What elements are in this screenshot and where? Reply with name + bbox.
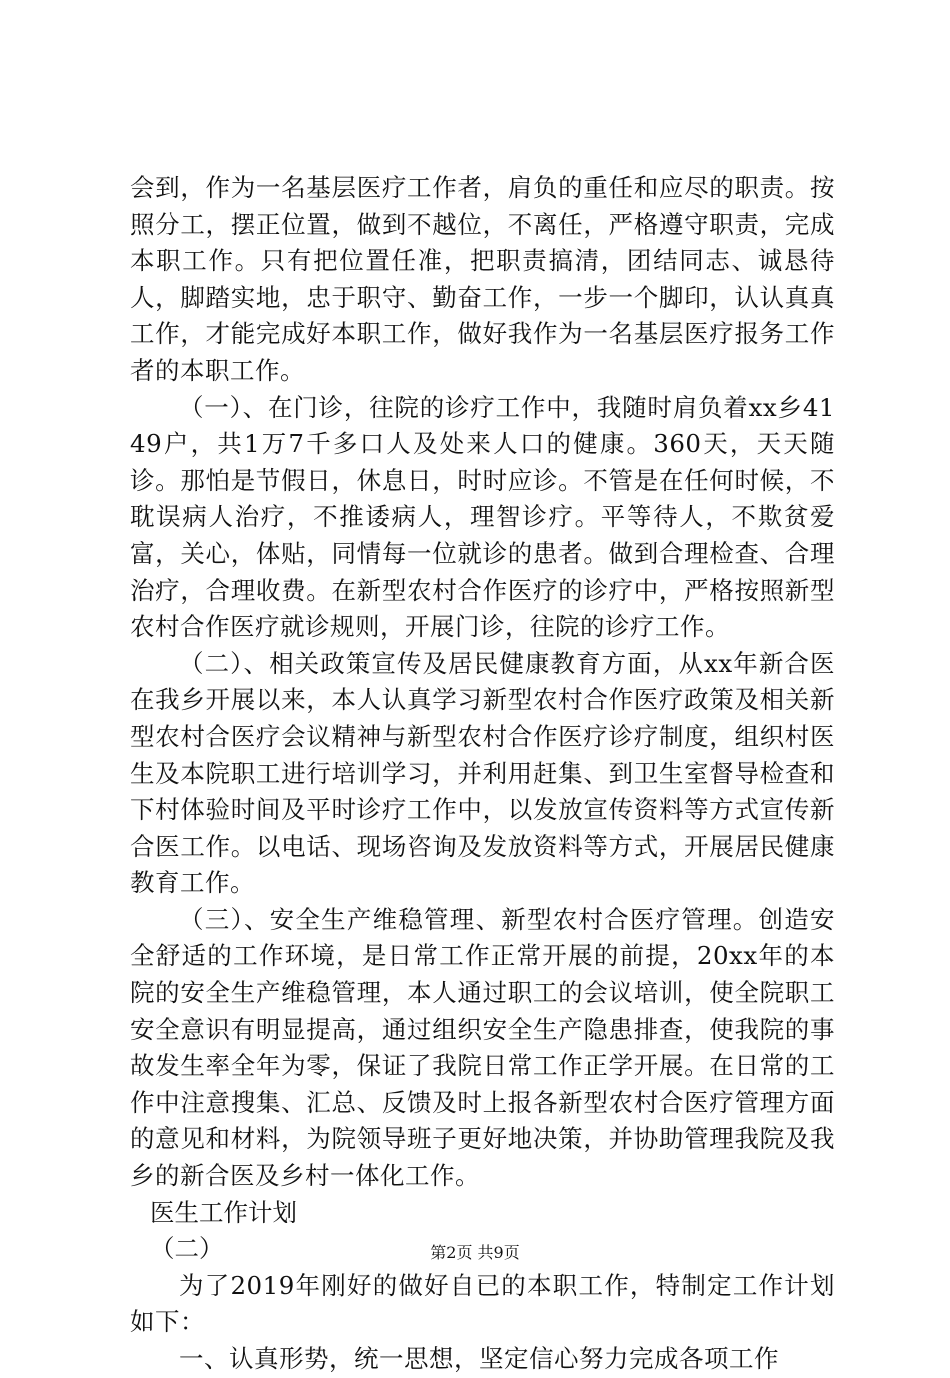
intro-paragraph: 为了2019年刚好的做好自已的本职工作，特制定工作计划如下： [130,1270,835,1337]
document-body [130,170,835,1378]
body-paragraph-1: 会到，作为一名基层医疗工作者，肩负的重任和应尽的职责。按照分工，摆正位置，做到不越位，不离任，严格遵守职责，完成本职工作。只有把位置任准，把职责搞清，团结同志、诚恳待人，脚踏实地，忠于职守、勤奋工作，一步一个脚印，认认真真工作，才能完成好本职工作，做好我作为一名基层医疗报务工作者的本职工作。 [130,173,835,385]
page-number: 第2页 共9页 [430,1243,520,1262]
body-paragraph-2: （一）、在门诊，往院的诊疗工作中，我随时肩负着xx乡4149户，共1万7千多口人及处来人口的健康。360天，天天随诊。那怕是节假日，休息日，时时应诊。不管是在任何时候，不耽误病人治疗，不推诿病人，理智诊疗。平等待人，不欺贫爱富，关心，体贴，同情每一位就诊的患者。做到合理检查、合理治疗，合理收费。在新型农村合作医疗的诊疗中，严格按照新型农村合作医疗就诊规则，开展门诊，往院的诊疗工作。 [130,392,835,642]
list-item-one: 一、认真形势，统一思想，坚定信心努力完成各项工作 [179,1344,779,1373]
body-paragraph-4: （三）、安全生产维稳管理、新型农村合医疗管理。创造安全舒适的工作环境，是日常工作正常开展的前提，20xx年的本院的安全生产维稳管理，本人通过职工的会议培训，使全院职工安全意识有明显提高，通过组织安全生产隐患排查，使我院的事故发生率全年为零，保证了我院日常工作正学开展。在日常的工作中注意搜集、汇总、反馈及时上报各新型农村合医疗管理方面的意见和材料，为院领导班子更好地决策，并协助管理我院及我乡的新合医及乡村一体化工作。 [130,904,835,1191]
section-subtitle: （二） [150,1234,224,1264]
body-paragraph-3: （二）、相关政策宣传及居民健康教育方面，从xx年新合医在我乡开展以来，本人认真学习新型农村合作医疗政策及相关新型农村合医疗会议精神与新型农村合作医疗诊疗制度，组织村医生及本院职工进行培训学习，并利用赶集、到卫生室督导检查和下村体验时间及平时诊疗工作中，以发放宣传资料等方式宣传新合医工作。以电话、现场咨询及发放资料等方式，开展居民健康教育工作。 [130,648,835,898]
section-title: 医生工作计划 [150,1197,297,1227]
